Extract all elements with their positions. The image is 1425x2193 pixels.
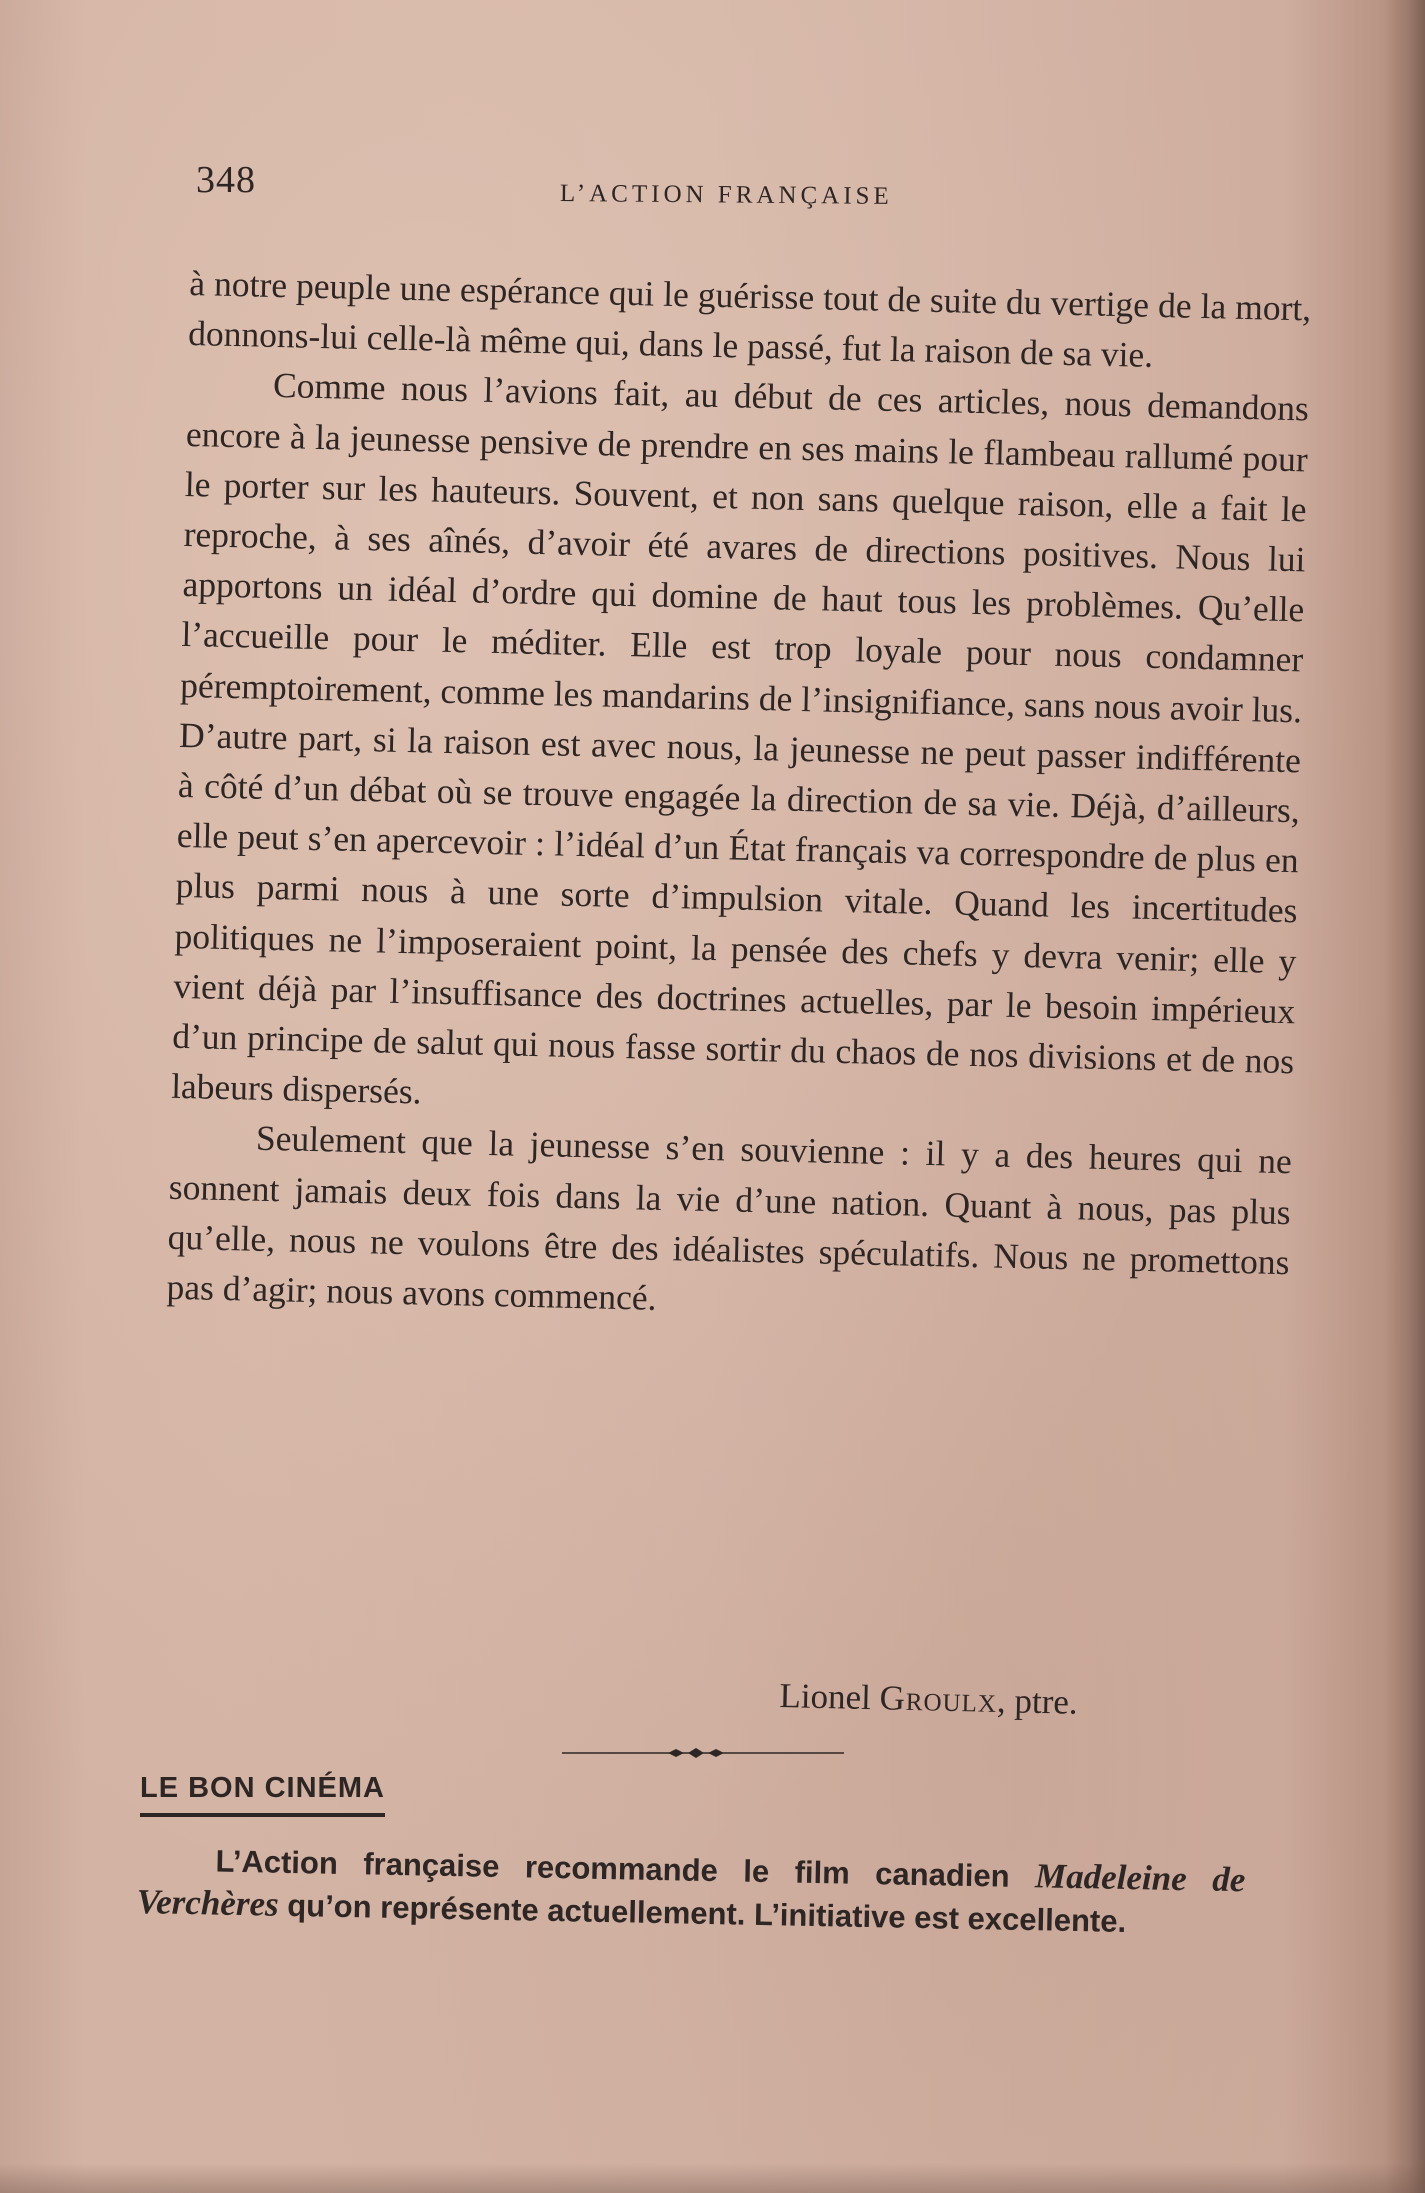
author-surname: Groulx [879,1678,998,1720]
author-signature [779,1676,1078,1723]
section-text-before: L’Action française recommande le film canadien [215,1843,1036,1895]
section-divider-ornament [562,1744,844,1760]
article-paragraph-1: à notre peuple une espérance qui le guérisse tout de suite du vertige de la mort, donnons-lui celle-là même qui, dans le passé, fut la raison de sa vie. [187,262,1312,376]
section-heading: LE BON CINÉMA [140,1772,385,1817]
page-edge-bottom [0,2163,1425,2193]
film-title: Madeleine de Verchères [136,1856,1246,1924]
article-paragraph-3: Seulement que la jeunesse s’en souvienne : il y a des heures qui ne sonnent jamais deux fois dans la vie d’une nation. Quant à nous, pas plus qu’elle, nous ne voulons être des idéalistes spéculatifs. Nous ne promettons pas d’agir; nous avons commencé. [166,1118,1293,1318]
author-suffix: , ptre. [996,1680,1079,1722]
section-paragraph [136,1838,1245,1945]
article-paragraph-2: Comme nous l’avions fait, au début de ces articles, nous demandons encore à la jeunesse pensive de prendre en ses mains le flambeau rallumé pour le porter sur les hauteurs. Souvent, et non sans quelque raison, elle a fait le reproche, à ses aînés, d’avoir été avares de directions positives. Nous lui apportons un idéal d’ordre qui domine de haut tous les problèmes. Qu’elle l’accueille pour le méditer. Elle est trop loyale pour nous condamner péremptoirement, comme les mandarins de l’insignifiance, sans nous avoir lus. D’autre part, si la raison est avec nous, la jeunesse ne peut passer indifférente à côté d’un débat où se trouve engagée la direction de sa vie. Déjà, d’ailleurs, elle peut s’en apercevoir : l’idéal d’un État français va correspondre de plus en plus parmi nous à une sorte d’impulsion vitale. Quand les incertitudes politiques ne l’imposeraient point, la pensée des chefs y devra venir; elle y vient déjà par l’insuffisance des doctrines actuelles, par le besoin impérieux d’un principe de salut qui nous fasse sortir du chaos de nos divisions et de nos labeurs dispersés. [170,365,1310,1112]
author-first-name: Lionel [779,1676,872,1718]
section-text-after: qu’on représente actuellement. L’initiative est excellente. [278,1887,1127,1939]
page-number: 348 [196,159,256,201]
article-body [166,258,1312,1337]
page-edge-right [1385,0,1425,2193]
running-title: L’ACTION FRANÇAISE [559,180,893,210]
